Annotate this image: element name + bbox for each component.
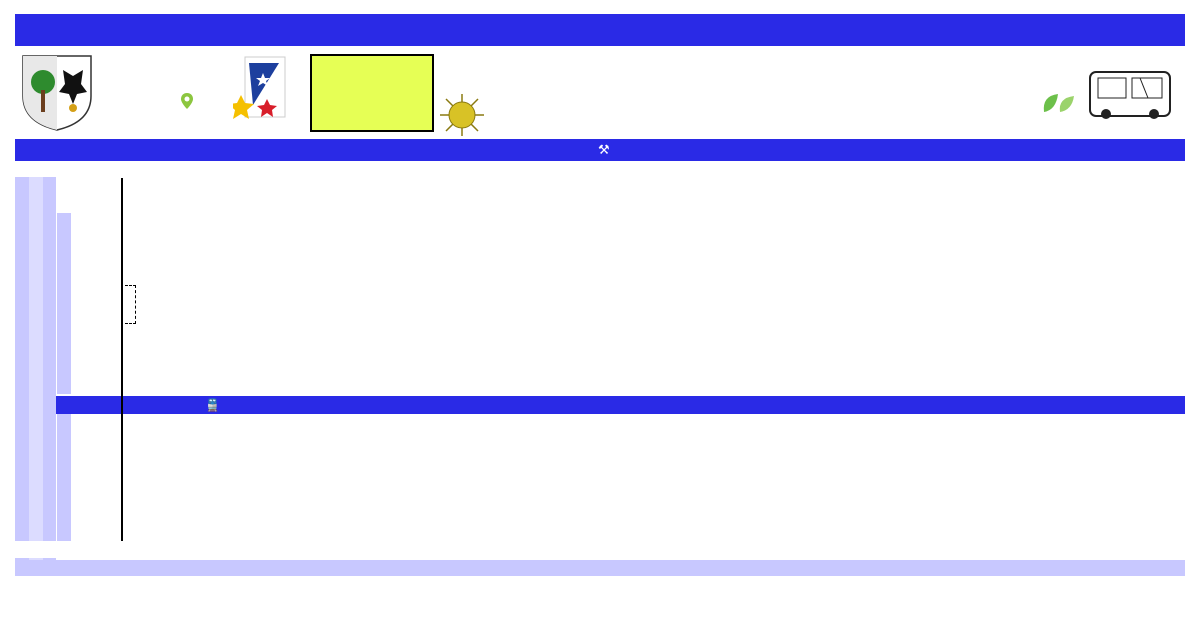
info-bar (15, 139, 1185, 161)
zone-column-0 (57, 414, 71, 541)
location-pin-icon (180, 92, 194, 110)
zone-column-1-2 (57, 213, 71, 394)
route-line (121, 178, 123, 550)
eu-funds-logo-icon (233, 55, 289, 131)
train-icon: 🚆 (205, 398, 220, 412)
eco-leaf-icon (1038, 88, 1078, 128)
price-column-outer (15, 177, 29, 574)
top-title-bar (15, 14, 1185, 46)
price-column-mid (29, 177, 43, 574)
tools-icon: ⚒ (598, 142, 610, 157)
bus-logo-icon (1084, 66, 1180, 122)
spacer-row (15, 541, 1185, 558)
line-number-badge (310, 54, 434, 132)
price-column-inner (43, 177, 56, 574)
zakrzow-detour-bracket (125, 285, 136, 324)
sun-decoration-icon (438, 92, 486, 138)
accessibility-markers-row (0, 161, 1200, 177)
coat-of-arms-icon (19, 52, 95, 132)
spacer-row-2 (15, 560, 1185, 576)
train-arrivals-row (15, 396, 1185, 414)
